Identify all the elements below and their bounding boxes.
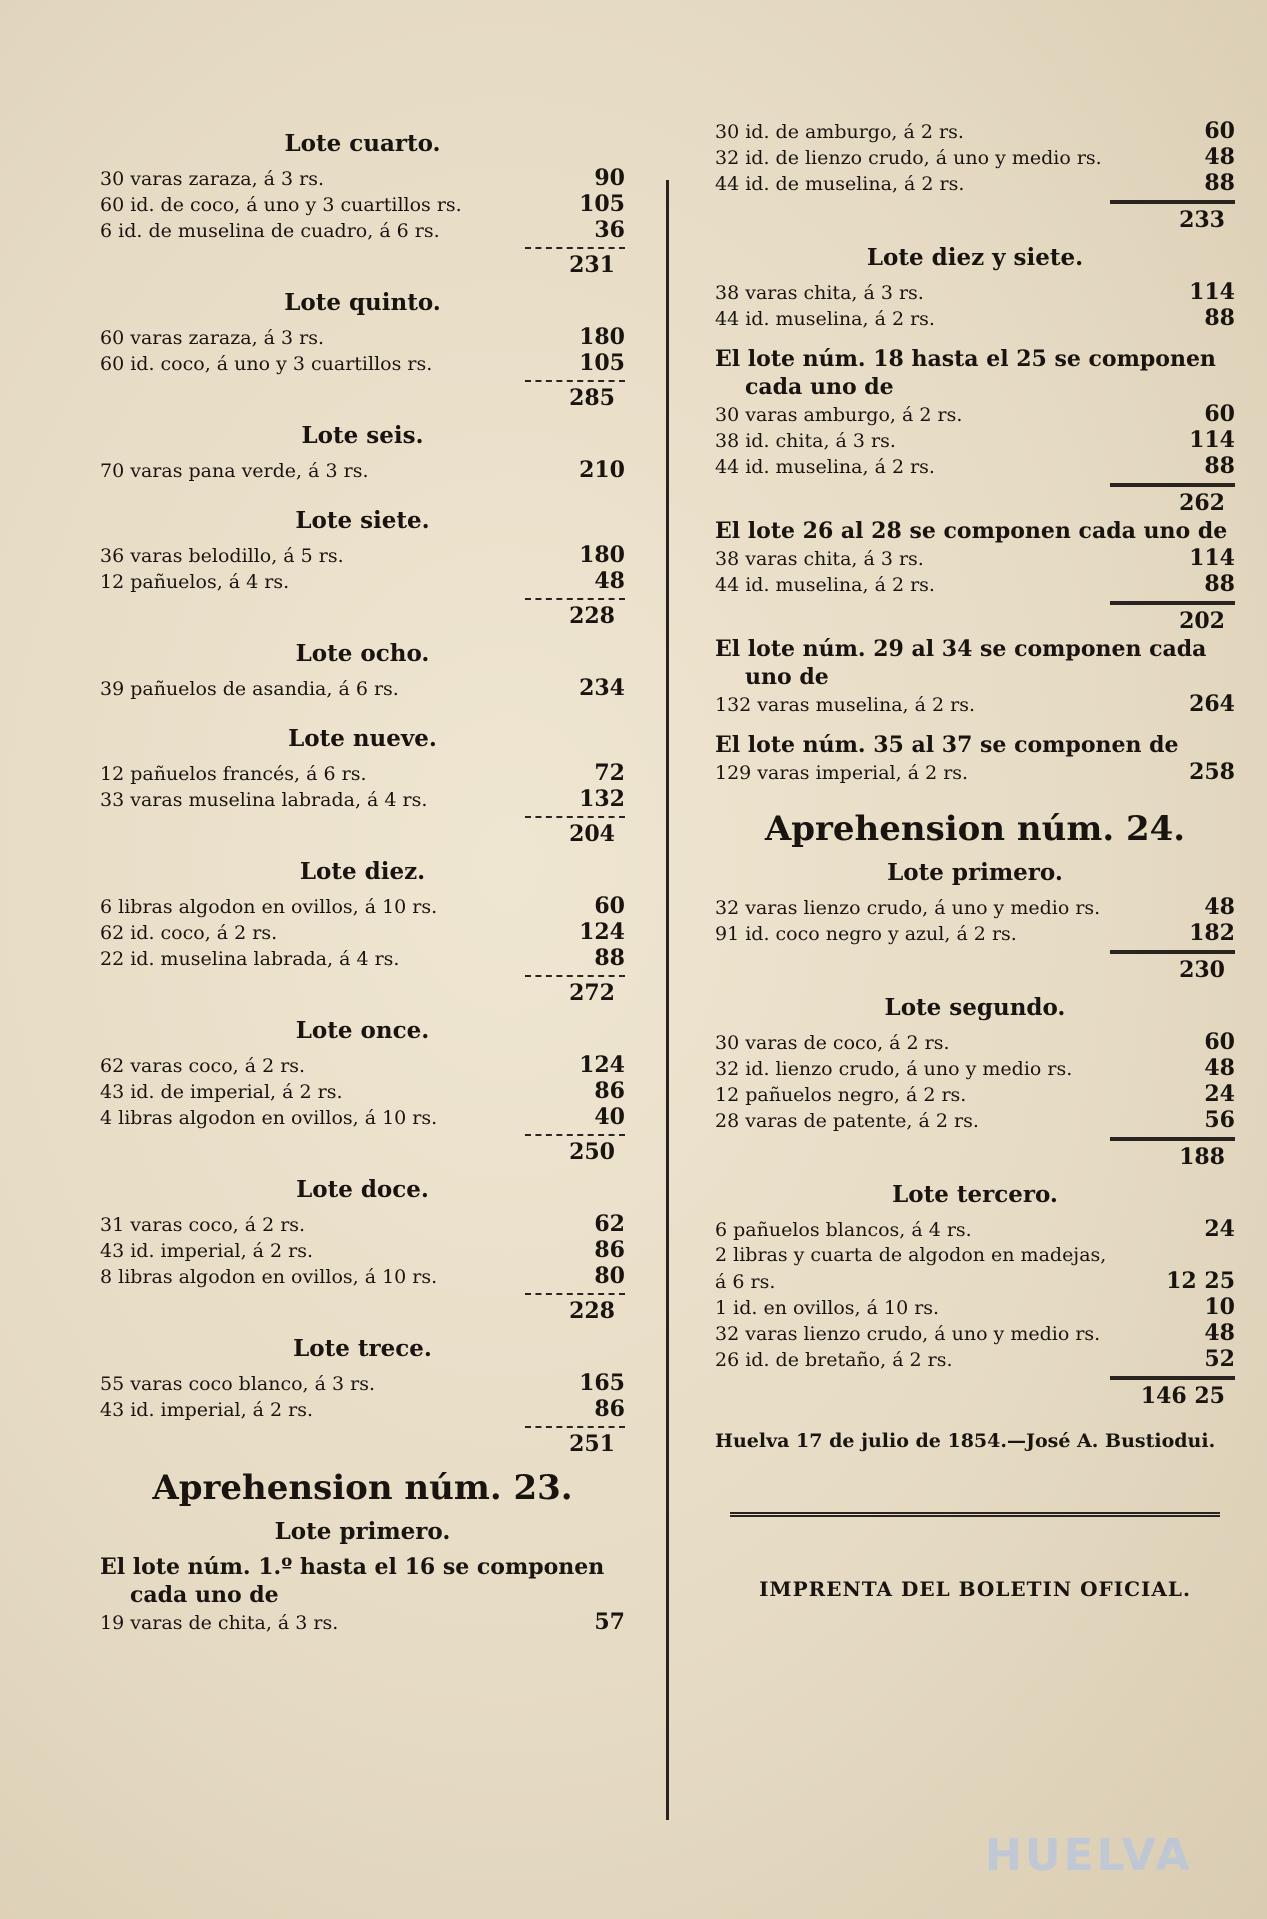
left-column bbox=[100, 120, 625, 1635]
table-row bbox=[100, 568, 625, 594]
sum-rule bbox=[1110, 601, 1235, 605]
item-description: 39 pañuelos de asandia, á 6 rs. bbox=[100, 678, 399, 700]
item-description: 32 varas lienzo crudo, á uno y medio rs. bbox=[715, 897, 1101, 919]
table-row bbox=[715, 1107, 1235, 1133]
table-row bbox=[715, 1081, 1235, 1107]
item-value: 40 bbox=[594, 1104, 625, 1130]
item-description: 91 id. coco negro y azul, á 2 rs. bbox=[715, 923, 1017, 945]
item-description: 30 id. de amburgo, á 2 rs. bbox=[715, 121, 964, 143]
column-divider bbox=[666, 180, 669, 1820]
lote-total: 228 bbox=[569, 1298, 615, 1324]
item-value: 124 bbox=[579, 919, 625, 945]
item-description: á 6 rs. bbox=[715, 1271, 776, 1293]
item-value: 48 bbox=[1204, 1320, 1235, 1346]
item-value: 180 bbox=[579, 542, 625, 568]
item-value: 60 bbox=[594, 893, 625, 919]
lote-heading: Lote siete. bbox=[295, 507, 430, 534]
lote-total: 146 25 bbox=[1140, 1383, 1225, 1409]
item-value: 24 bbox=[1204, 1081, 1235, 1107]
item-description: 60 id. de coco, á uno y 3 cuartillos rs. bbox=[100, 194, 462, 216]
item-description: 44 id. muselina, á 2 rs. bbox=[715, 456, 935, 478]
table-row bbox=[715, 691, 1235, 717]
sum-rule bbox=[525, 598, 625, 600]
item-value: 210 bbox=[579, 457, 625, 483]
table-row bbox=[100, 1237, 625, 1263]
item-value: 114 bbox=[1189, 545, 1235, 571]
table-row bbox=[100, 919, 625, 945]
item-description: 38 id. chita, á 3 rs. bbox=[715, 430, 896, 452]
item-description: 38 varas chita, á 3 rs. bbox=[715, 548, 924, 570]
item-value: 264 bbox=[1189, 691, 1235, 717]
sum-rule bbox=[1110, 483, 1235, 487]
table-row bbox=[715, 545, 1235, 571]
lote-total: 231 bbox=[569, 252, 615, 278]
table-row bbox=[715, 1029, 1235, 1055]
table-row bbox=[100, 542, 625, 568]
lote-total: 272 bbox=[569, 980, 615, 1006]
item-description: 32 varas lienzo crudo, á uno y medio rs. bbox=[715, 1323, 1101, 1345]
lote-total: 202 bbox=[1179, 608, 1225, 634]
item-description: 33 varas muselina labrada, á 4 rs. bbox=[100, 789, 428, 811]
item-description: 6 libras algodon en ovillos, á 10 rs. bbox=[100, 896, 438, 918]
item-description: 70 varas pana verde, á 3 rs. bbox=[100, 460, 369, 482]
item-description: 44 id. muselina, á 2 rs. bbox=[715, 308, 935, 330]
table-row bbox=[715, 453, 1235, 479]
table-row bbox=[715, 1055, 1235, 1081]
spacer bbox=[715, 717, 1235, 731]
table-row bbox=[100, 1396, 625, 1422]
note-line: cada uno de bbox=[745, 374, 894, 400]
item-value: 86 bbox=[594, 1396, 625, 1422]
lote-heading: Lote ocho. bbox=[295, 640, 430, 667]
item-description: 32 id. de lienzo crudo, á uno y medio rs. bbox=[715, 147, 1102, 169]
sum-rule bbox=[525, 975, 625, 977]
item-description: 62 varas coco, á 2 rs. bbox=[100, 1055, 306, 1077]
item-description: 6 pañuelos blancos, á 4 rs. bbox=[715, 1219, 972, 1241]
table-row bbox=[715, 571, 1235, 597]
item-value: 105 bbox=[579, 191, 625, 217]
item-description: 36 varas belodillo, á 5 rs. bbox=[100, 545, 344, 567]
item-value: 56 bbox=[1204, 1107, 1235, 1133]
item-description: 19 varas de chita, á 3 rs. bbox=[100, 1612, 339, 1634]
watermark-logo: HUELVA bbox=[985, 1830, 1193, 1881]
sum-rule bbox=[525, 1134, 625, 1136]
table-row bbox=[715, 1294, 1235, 1320]
table-row bbox=[715, 920, 1235, 946]
item-value: 48 bbox=[1204, 144, 1235, 170]
item-value: 182 bbox=[1189, 920, 1235, 946]
note-line: El lote 26 al 28 se componen cada uno de bbox=[715, 518, 1228, 544]
item-description: 60 id. coco, á uno y 3 cuartillos rs. bbox=[100, 353, 433, 375]
lote-heading: Lote diez. bbox=[299, 858, 426, 885]
table-row bbox=[100, 217, 625, 243]
table-row bbox=[715, 759, 1235, 785]
sum-rule bbox=[1110, 1376, 1235, 1380]
item-description: 132 varas muselina, á 2 rs. bbox=[715, 694, 975, 716]
table-row bbox=[715, 1216, 1235, 1242]
lote-total: 233 bbox=[1179, 207, 1225, 233]
item-description: 1 id. en ovillos, á 10 rs. bbox=[715, 1297, 940, 1319]
table-row bbox=[100, 760, 625, 786]
table-row bbox=[715, 427, 1235, 453]
table-row bbox=[100, 893, 625, 919]
item-value: 72 bbox=[594, 760, 625, 786]
item-value: 80 bbox=[594, 1263, 625, 1289]
item-description: 55 varas coco blanco, á 3 rs. bbox=[100, 1373, 376, 1395]
item-value: 48 bbox=[1204, 894, 1235, 920]
item-description: 2 libras y cuarta de algodon en madejas, bbox=[715, 1244, 1107, 1266]
table-row bbox=[100, 1052, 625, 1078]
lote-heading: Lote primero. bbox=[274, 1518, 451, 1545]
lote-note bbox=[715, 345, 1235, 401]
item-value: 52 bbox=[1204, 1346, 1235, 1372]
item-value: 88 bbox=[1204, 571, 1235, 597]
item-value: 114 bbox=[1189, 427, 1235, 453]
note-line: El lote núm. 35 al 37 se componen de bbox=[715, 732, 1179, 758]
table-row bbox=[100, 457, 625, 483]
item-description: 12 pañuelos francés, á 6 rs. bbox=[100, 763, 367, 785]
lote-heading: Lote trece. bbox=[293, 1335, 432, 1362]
lote-note bbox=[715, 517, 1235, 545]
table-row bbox=[715, 1320, 1235, 1346]
item-description: 44 id. de muselina, á 2 rs. bbox=[715, 173, 965, 195]
lote-total: 250 bbox=[569, 1139, 615, 1165]
item-value: 36 bbox=[594, 217, 625, 243]
item-description: 4 libras algodon en ovillos, á 10 rs. bbox=[100, 1107, 438, 1129]
item-description: 12 pañuelos, á 4 rs. bbox=[100, 571, 290, 593]
item-description: 43 id. de imperial, á 2 rs. bbox=[100, 1081, 343, 1103]
table-row bbox=[100, 350, 625, 376]
table-row bbox=[715, 170, 1235, 196]
item-description: 60 varas zaraza, á 3 rs. bbox=[100, 327, 325, 349]
item-description: 22 id. muselina labrada, á 4 rs. bbox=[100, 948, 400, 970]
item-description: 62 id. coco, á 2 rs. bbox=[100, 922, 278, 944]
lote-total: 230 bbox=[1179, 957, 1225, 983]
lote-heading: Lote once. bbox=[295, 1017, 430, 1044]
lote-total: 228 bbox=[569, 603, 615, 629]
sum-rule bbox=[1110, 1137, 1235, 1141]
right-column bbox=[715, 118, 1235, 1601]
item-description: 30 varas de coco, á 2 rs. bbox=[715, 1032, 950, 1054]
table-row bbox=[100, 324, 625, 350]
table-row bbox=[100, 1609, 625, 1635]
table-row bbox=[715, 1346, 1235, 1372]
item-value: 90 bbox=[594, 165, 625, 191]
table-row bbox=[100, 165, 625, 191]
table-row bbox=[100, 945, 625, 971]
spacer bbox=[715, 331, 1235, 345]
sum-rule bbox=[525, 816, 625, 818]
spacer bbox=[715, 785, 1235, 799]
lote-note bbox=[715, 731, 1235, 759]
item-value: 60 bbox=[1204, 1029, 1235, 1055]
item-description: 43 id. imperial, á 2 rs. bbox=[100, 1240, 314, 1262]
lote-note bbox=[100, 1553, 625, 1609]
item-value: 114 bbox=[1189, 279, 1235, 305]
item-description: 6 id. de muselina de cuadro, á 6 rs. bbox=[100, 220, 440, 242]
note-line: cada uno de bbox=[130, 1582, 279, 1608]
note-line: El lote núm. 18 hasta el 25 se componen bbox=[715, 346, 1216, 372]
item-description: 8 libras algodon en ovillos, á 10 rs. bbox=[100, 1266, 438, 1288]
sum-rule bbox=[525, 1293, 625, 1295]
item-value: 88 bbox=[1204, 305, 1235, 331]
item-value: 60 bbox=[1204, 118, 1235, 144]
item-value: 86 bbox=[594, 1078, 625, 1104]
lote-total: 251 bbox=[569, 1431, 615, 1457]
item-value: 10 bbox=[1204, 1294, 1235, 1320]
lote-total: 204 bbox=[569, 821, 615, 847]
aprehension-title: Aprehension núm. 23. bbox=[152, 1468, 573, 1508]
table-row bbox=[100, 675, 625, 701]
note-line: uno de bbox=[745, 664, 829, 690]
imprenta-line: IMPRENTA DEL BOLETIN OFICIAL. bbox=[759, 1577, 1191, 1601]
item-value: 88 bbox=[1204, 453, 1235, 479]
item-description: 30 varas amburgo, á 2 rs. bbox=[715, 404, 963, 426]
item-value: 88 bbox=[594, 945, 625, 971]
sum-rule bbox=[525, 247, 625, 249]
table-row bbox=[715, 401, 1235, 427]
item-description: 26 id. de bretaño, á 2 rs. bbox=[715, 1349, 953, 1371]
table-row bbox=[715, 279, 1235, 305]
table-row bbox=[100, 1078, 625, 1104]
table-row bbox=[715, 305, 1235, 331]
table-row bbox=[100, 1104, 625, 1130]
lote-total: 262 bbox=[1179, 490, 1225, 516]
item-value: 180 bbox=[579, 324, 625, 350]
lote-heading: Lote doce. bbox=[296, 1176, 429, 1203]
item-description: 38 varas chita, á 3 rs. bbox=[715, 282, 924, 304]
lote-total: 285 bbox=[569, 385, 615, 411]
item-description: 32 id. lienzo crudo, á uno y medio rs. bbox=[715, 1058, 1073, 1080]
item-description: 129 varas imperial, á 2 rs. bbox=[715, 762, 969, 784]
item-value: 48 bbox=[594, 568, 625, 594]
lote-heading: Lote cuarto. bbox=[284, 130, 441, 157]
item-value: 57 bbox=[594, 1609, 625, 1635]
lote-heading: Lote nueve. bbox=[288, 725, 437, 752]
table-row bbox=[100, 191, 625, 217]
signature-line: Huelva 17 de julio de 1854.—José A. Bustiodui. bbox=[715, 1430, 1216, 1452]
item-value: 24 bbox=[1204, 1216, 1235, 1242]
lote-total: 188 bbox=[1179, 1144, 1225, 1170]
item-value: 258 bbox=[1189, 759, 1235, 785]
lote-heading: Lote primero. bbox=[887, 859, 1063, 886]
item-value: 105 bbox=[579, 350, 625, 376]
table-row bbox=[100, 1211, 625, 1237]
note-line: El lote núm. 1.º hasta el 16 se componen bbox=[100, 1554, 605, 1580]
table-row bbox=[715, 894, 1235, 920]
item-description: 12 pañuelos negro, á 2 rs. bbox=[715, 1084, 967, 1106]
lote-heading: Lote segundo. bbox=[884, 994, 1066, 1021]
item-description: 43 id. imperial, á 2 rs. bbox=[100, 1399, 314, 1421]
item-value: 48 bbox=[1204, 1055, 1235, 1081]
item-value: 60 bbox=[1204, 401, 1235, 427]
item-description: 30 varas zaraza, á 3 rs. bbox=[100, 168, 325, 190]
table-row bbox=[715, 1242, 1235, 1268]
aprehension-title: Aprehension núm. 24. bbox=[764, 809, 1186, 849]
spacer bbox=[100, 483, 625, 497]
sum-rule bbox=[1110, 200, 1235, 204]
sum-rule bbox=[525, 380, 625, 382]
spacer bbox=[100, 701, 625, 715]
table-row bbox=[100, 786, 625, 812]
item-value: 165 bbox=[579, 1370, 625, 1396]
item-description: 31 varas coco, á 2 rs. bbox=[100, 1214, 306, 1236]
item-value: 12 25 bbox=[1166, 1268, 1235, 1294]
item-description: 28 varas de patente, á 2 rs. bbox=[715, 1110, 979, 1132]
table-row bbox=[100, 1370, 625, 1396]
lote-heading: Lote tercero. bbox=[892, 1181, 1058, 1208]
item-description: 44 id. muselina, á 2 rs. bbox=[715, 574, 935, 596]
sum-rule bbox=[1110, 950, 1235, 954]
table-row bbox=[715, 118, 1235, 144]
lote-heading: Lote diez y siete. bbox=[866, 244, 1084, 271]
table-row bbox=[715, 144, 1235, 170]
table-row bbox=[715, 1268, 1235, 1294]
item-value: 234 bbox=[579, 675, 625, 701]
lote-heading: Lote quinto. bbox=[284, 289, 441, 316]
item-value: 88 bbox=[1204, 170, 1235, 196]
item-value: 86 bbox=[594, 1237, 625, 1263]
note-line: El lote núm. 29 al 34 se componen cada bbox=[715, 636, 1207, 662]
sum-rule bbox=[525, 1426, 625, 1428]
table-row bbox=[100, 1263, 625, 1289]
lote-heading: Lote seis. bbox=[301, 422, 424, 449]
lote-note bbox=[715, 635, 1235, 691]
footer-rule bbox=[730, 1512, 1220, 1517]
item-value: 62 bbox=[594, 1211, 625, 1237]
item-value: 124 bbox=[579, 1052, 625, 1078]
item-value: 132 bbox=[579, 786, 625, 812]
